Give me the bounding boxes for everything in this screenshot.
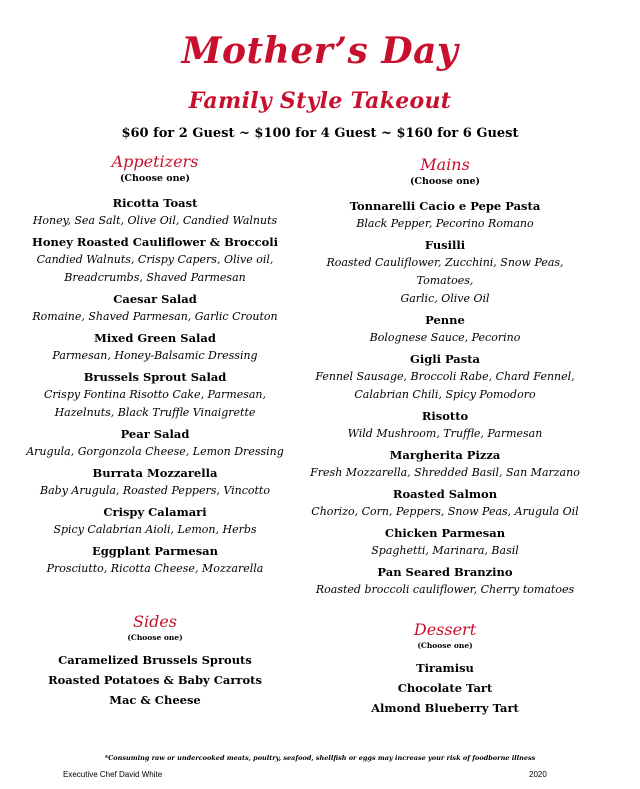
appetizers-choose-note: (Choose one) (119, 173, 191, 184)
menu-item-description: Arugula, Gorgonzola Cheese, Lemon Dressing (26, 445, 284, 458)
appetizers-list (10, 194, 300, 578)
menu-item-description: Black Pepper, Pecorino Romano (356, 217, 534, 230)
menu-item-description: Fresh Mozzarella, Shredded Basil, San Marzano (310, 466, 580, 479)
menu-item-description: Chorizo, Corn, Peppers, Snow Peas, Arugula Oil (311, 505, 579, 518)
menu-item (10, 329, 300, 365)
chef-credit: Executive Chef David White (63, 770, 163, 779)
menu-item-description: Roasted Cauliflower, Zucchini, Snow Peas, Tomatoes, (326, 256, 564, 287)
menu-item-name: Tonnarelli Cacio e Pepe Pasta (349, 199, 541, 213)
menu-item-name: Ricotta Toast (112, 196, 198, 210)
menu-item (10, 290, 300, 326)
menu-item-name: Pear Salad (120, 427, 190, 441)
mains-section (300, 155, 590, 602)
menu-item-name: Honey Roasted Cauliflower & Broccoli (32, 235, 278, 249)
dessert-item: Tiramisu (416, 661, 474, 675)
menu-item-description: Spicy Calabrian Aioli, Lemon, Herbs (53, 523, 257, 536)
sides-heading: Sides (133, 612, 177, 631)
menu-item (10, 503, 300, 539)
menu-item-name: Gigli Pasta (410, 352, 480, 366)
appetizers-section (10, 152, 300, 581)
menu-item-name: Pan Seared Branzino (377, 565, 513, 579)
menu-item (10, 425, 300, 461)
menu-item (10, 542, 300, 578)
menu-item-name: Roasted Salmon (392, 487, 498, 501)
menu-item-description: Parmesan, Honey-Balsamic Dressing (52, 349, 258, 362)
menu-item-description: Fennel Sausage, Broccoli Rabe, Chard Fennel, (315, 370, 575, 383)
menu-item-description: Hazelnuts, Black Truffle Vinaigrette (54, 406, 256, 419)
menu-item-description: Prosciutto, Ricotta Cheese, Mozzarella (46, 562, 264, 575)
menu-item-description: Roasted broccoli cauliflower, Cherry tomatoes (315, 583, 575, 596)
menu-item (300, 350, 590, 404)
menu-item-name: Risotto (421, 409, 469, 423)
menu-item-name: Chicken Parmesan (384, 526, 506, 540)
menu-title: Mother’s Day (181, 30, 459, 72)
mains-heading: Mains (420, 155, 470, 174)
menu-item-name: Caesar Salad (113, 292, 197, 306)
menu-item-description: Crispy Fontina Risotto Cake, Parmesan, (43, 388, 267, 401)
menu-item-description: Wild Mushroom, Truffle, Parmesan (347, 427, 543, 440)
menu-item-description: Romaine, Shaved Parmesan, Garlic Crouton (32, 310, 278, 323)
pricing-line: $60 for 2 Guest ~ $100 for 4 Guest ~ $160 for 6 Guest (121, 126, 519, 141)
menu-item-name: Mixed Green Salad (94, 331, 216, 345)
menu-year: 2020 (529, 770, 547, 779)
menu-item-description: Calabrian Chili, Spicy Pomodoro (354, 388, 536, 401)
menu-item (300, 563, 590, 599)
menu-item (300, 311, 590, 347)
menu-item (10, 233, 300, 287)
sides-section (10, 612, 300, 710)
menu-item (10, 368, 300, 422)
menu-item (300, 524, 590, 560)
menu-item-name: Fusilli (424, 238, 466, 252)
mains-list (300, 197, 590, 599)
menu-item-description: Baby Arugula, Roasted Peppers, Vincotto (40, 484, 270, 497)
dessert-choose-note: (Choose one) (417, 641, 473, 650)
dessert-item: Chocolate Tart (397, 681, 493, 695)
sides-choose-note: (Choose one) (127, 633, 183, 642)
menu-item-description: Spaghetti, Marinara, Basil (371, 544, 519, 557)
menu-item-description: Candied Walnuts, Crispy Capers, Olive oil, (36, 253, 274, 266)
menu-item-description: Bolognese Sauce, Pecorino (369, 331, 521, 344)
food-safety-notice: *Consuming raw or undercooked meats, poultry, seafood, shellfish or eggs may increase your risk of foodborne illness (104, 754, 536, 762)
menu-subtitle: Family Style Takeout (188, 88, 452, 114)
mains-choose-note: (Choose one) (409, 176, 481, 187)
menu-item (10, 194, 300, 230)
menu-item-name: Eggplant Parmesan (91, 544, 218, 558)
menu-item-name: Burrata Mozzarella (92, 466, 218, 480)
dessert-heading: Dessert (413, 620, 477, 639)
menu-item (300, 236, 590, 308)
dessert-list (300, 658, 590, 718)
menu-item-description: Breadcrumbs, Shaved Parmesan (64, 271, 246, 284)
menu-item (300, 407, 590, 443)
menu-item-name: Margherita Pizza (389, 448, 501, 462)
sides-item: Roasted Potatoes & Baby Carrots (48, 673, 262, 687)
menu-item-name: Penne (425, 313, 465, 327)
menu-item-description: Honey, Sea Salt, Olive Oil, Candied Walnuts (32, 214, 278, 227)
menu-item-description: Garlic, Olive Oil (400, 292, 490, 305)
sides-item: Caramelized Brussels Sprouts (58, 653, 252, 667)
dessert-item: Almond Blueberry Tart (371, 701, 519, 715)
menu-item-name: Brussels Sprout Salad (83, 370, 227, 384)
sides-list (10, 650, 300, 710)
menu-item-name: Crispy Calamari (103, 505, 207, 519)
sides-item: Mac & Cheese (109, 693, 201, 707)
menu-item (300, 197, 590, 233)
menu-item (300, 446, 590, 482)
menu-item (10, 464, 300, 500)
appetizers-heading: Appetizers (111, 152, 199, 171)
menu-item (300, 485, 590, 521)
dessert-section (300, 620, 590, 718)
